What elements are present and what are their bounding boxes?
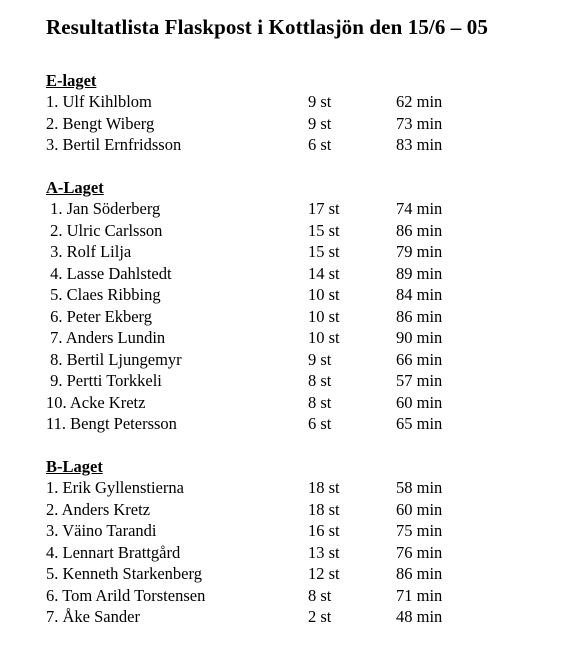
bottle-count: 8 st [308,392,332,412]
participant-name: 2. Ulric Carlsson [46,220,163,240]
finish-time: 65 min [396,414,443,433]
participant-name: 3. Bertil Ernfridsson [46,135,182,154]
result-row [46,241,526,263]
participant-name: 11. Bengt Petersson [46,414,177,433]
bottle-count: 16 st [308,521,340,540]
result-row [46,327,526,349]
bottle-count: 13 st [308,542,340,562]
finish-time: 58 min [396,478,443,497]
finish-time: 79 min [396,242,443,261]
finish-time: 76 min [396,542,443,562]
bottle-count: 6 st [308,414,332,433]
bottle-count: 6 st [308,135,332,154]
bottle-count: 8 st [308,585,332,605]
bottle-count: 9 st [308,113,332,133]
finish-time: 62 min [396,92,443,111]
participant-name: 5. Claes Ribbing [46,285,161,304]
bottle-count: 10 st [308,285,340,304]
result-row [46,477,526,499]
result-row [46,606,526,628]
section-a-laget [46,177,526,435]
document-title: Resultatlista Flaskpost i Kottlasjön den 15/6 – 05 [46,15,488,39]
participant-name: 10. Acke Kretz [46,392,146,412]
section-heading: A-Laget [46,178,104,197]
bottle-count: 15 st [308,220,340,240]
participant-name: 2. Anders Kretz [46,499,151,519]
participant-name: 8. Bertil Ljungemyr [46,349,182,369]
bottle-count: 18 st [308,478,340,497]
finish-time: 84 min [396,285,443,304]
participant-name: 4. Lennart Brattgård [46,542,181,562]
finish-time: 66 min [396,349,443,369]
finish-time: 48 min [396,607,443,626]
result-list [46,91,526,156]
result-row [46,91,526,113]
result-row [46,499,526,521]
finish-time: 89 min [396,263,443,283]
result-list [46,198,526,435]
result-row [46,220,526,242]
participant-name: 6. Peter Ekberg [46,306,153,326]
participant-name: 1. Jan Söderberg [46,199,161,218]
participant-name: 1. Erik Gyllenstierna [46,478,184,497]
result-row [46,349,526,371]
participant-name: 7. Anders Lundin [46,328,166,347]
bottle-count: 18 st [308,499,340,519]
result-row [46,520,526,542]
bottle-count: 8 st [308,371,332,390]
bottle-count: 2 st [308,607,332,626]
result-row [46,392,526,414]
result-row [46,563,526,585]
participant-name: 4. Lasse Dahlstedt [46,263,172,283]
result-row [46,413,526,435]
result-row [46,306,526,328]
finish-time: 60 min [396,499,443,519]
participant-name: 3. Väino Tarandi [46,521,157,540]
participant-name: 5. Kenneth Starkenberg [46,564,202,583]
bottle-count: 17 st [308,199,340,218]
participant-name: 2. Bengt Wiberg [46,113,155,133]
bottle-count: 10 st [308,328,340,347]
result-list [46,477,526,628]
result-row [46,263,526,285]
result-row [46,542,526,564]
finish-time: 86 min [396,220,443,240]
finish-time: 75 min [396,521,443,540]
finish-time: 60 min [396,392,443,412]
finish-time: 71 min [396,585,443,605]
participant-name: 6. Tom Arild Torstensen [46,585,206,605]
finish-time: 90 min [396,328,443,347]
bottle-count: 12 st [308,564,340,583]
finish-time: 74 min [396,199,443,218]
result-row [46,134,526,156]
bottle-count: 9 st [308,349,332,369]
bottle-count: 15 st [308,242,340,261]
result-row [46,198,526,220]
bottle-count: 9 st [308,92,332,111]
result-row [46,585,526,607]
section-heading: B-Laget [46,457,103,476]
section-b-laget [46,456,526,628]
participant-name: 1. Ulf Kihlblom [46,92,152,111]
section-e-laget [46,70,526,156]
bottle-count: 14 st [308,263,340,283]
bottle-count: 10 st [308,306,340,326]
finish-time: 86 min [396,564,443,583]
result-row [46,113,526,135]
finish-time: 86 min [396,306,443,326]
section-heading: E-laget [46,71,97,90]
participant-name: 7. Åke Sander [46,607,140,626]
result-row [46,284,526,306]
result-row [46,370,526,392]
finish-time: 73 min [396,113,443,133]
finish-time: 83 min [396,135,443,154]
finish-time: 57 min [396,371,443,390]
participant-name: 3. Rolf Lilja [46,242,132,261]
participant-name: 9. Pertti Torkkeli [46,371,162,390]
